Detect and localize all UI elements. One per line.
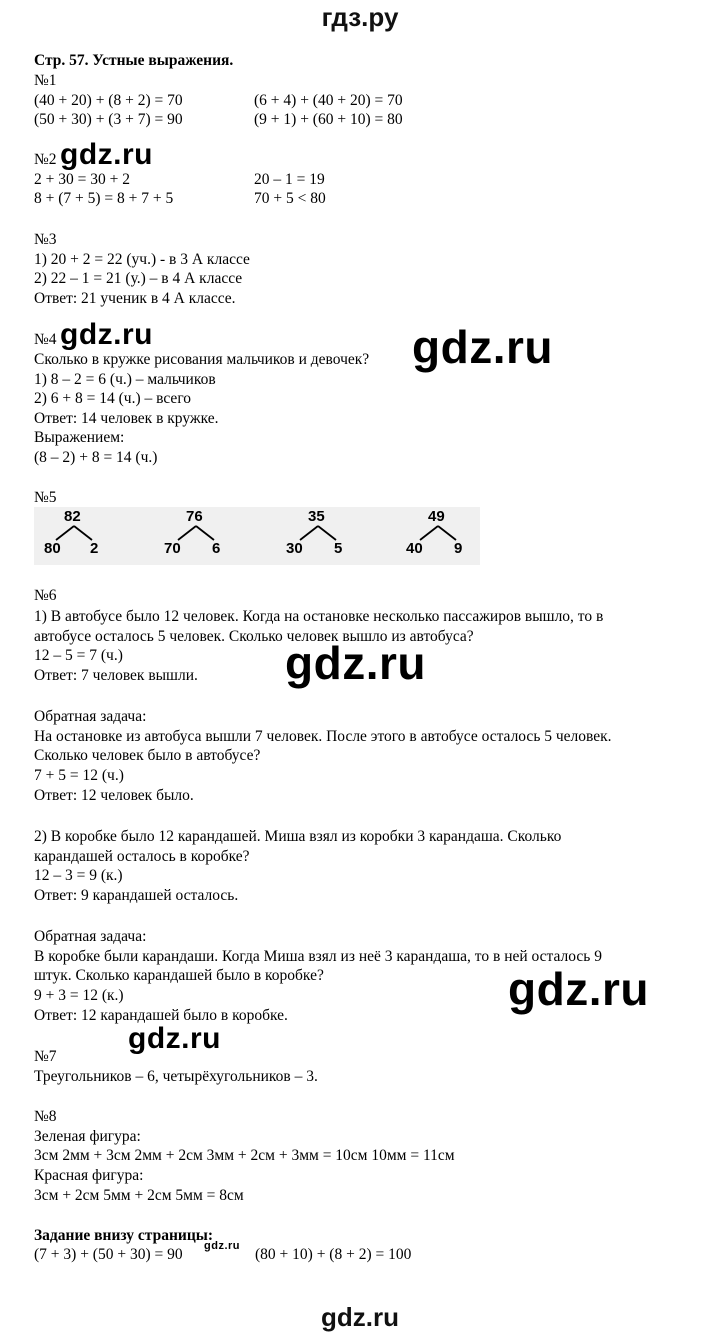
task6-inverse2-line-1: В коробке были карандаши. Когда Миша взял из неё 3 карандаша, то в ней осталось 9 <box>34 948 602 965</box>
task3-label: №3 <box>34 231 57 248</box>
task6-inverse2-solution: 9 + 3 = 12 (к.) <box>34 987 124 1004</box>
watermark: gdz.ru <box>60 318 153 351</box>
task3-answer: Ответ: 21 ученик в 4 А классе. <box>34 290 236 307</box>
task4-line-2: 2) 6 + 8 = 14 (ч.) – всего <box>34 390 192 407</box>
watermark: gdz.ru <box>128 1022 221 1055</box>
tree-right-number: 6 <box>212 540 221 557</box>
task3-line-1: 1) 20 + 2 = 22 (уч.) - в 3 А классе <box>34 251 250 268</box>
task6-problem1-line-1: 1) В автобусе было 12 человек. Когда на остановке несколько пассажиров вышло, то в <box>34 608 604 625</box>
tree-top-number: 76 <box>186 508 203 525</box>
tree-left-number: 80 <box>44 540 61 557</box>
tree-left-number: 70 <box>164 540 181 557</box>
site-footer[interactable]: gdz.ru <box>321 1302 399 1332</box>
task6-problem2-answer: Ответ: 9 карандашей осталось. <box>34 887 239 904</box>
task6-inverse1-line-1: На остановке из автобуса вышли 7 человек. После этого в автобусе осталось 5 человек. <box>34 728 612 745</box>
task8-red-title: Красная фигура: <box>34 1167 144 1184</box>
task6-problem2-solution: 12 – 3 = 9 (к.) <box>34 867 123 884</box>
task8-label: №8 <box>34 1108 57 1125</box>
task2-right-2: 70 + 5 < 80 <box>254 190 326 207</box>
task3-line-2: 2) 22 – 1 = 21 (у.) – в 4 А классе <box>34 270 243 287</box>
task4-label: №4 <box>34 331 57 348</box>
watermark: gdz.ru <box>285 637 426 689</box>
task8-green-solution: 3см 2мм + 3см 2мм + 2см 3мм + 2см + 3мм = 10см 10мм = 11см <box>34 1147 455 1164</box>
tree-top-number: 49 <box>428 508 445 525</box>
task4-expression: (8 – 2) + 8 = 14 (ч.) <box>34 449 158 466</box>
task8-red-solution: 3см + 2см 5мм + 2см 5мм = 8см <box>34 1187 244 1204</box>
task2-left-1: 2 + 30 = 30 + 2 <box>34 171 130 188</box>
tree-top-number: 35 <box>308 508 325 525</box>
watermark-small: gdz.ru <box>204 1240 240 1252</box>
task4-question: Сколько в кружке рисования мальчиков и девочек? <box>34 351 370 368</box>
task6-problem1-answer: Ответ: 7 человек вышли. <box>34 667 198 684</box>
watermark: gdz.ru <box>412 321 553 373</box>
page-title: Стр. 57. Устные выражения. <box>34 52 234 69</box>
task1-left-1: (40 + 20) + (8 + 2) = 70 <box>34 92 183 109</box>
task6-inverse2-answer: Ответ: 12 карандашей было в коробке. <box>34 1007 288 1024</box>
task7-label: №7 <box>34 1048 57 1065</box>
task6-inverse1-title: Обратная задача: <box>34 708 147 725</box>
tree-right-number: 2 <box>90 540 99 557</box>
task1-right-1: (6 + 4) + (40 + 20) = 70 <box>254 92 403 109</box>
task6-label: №6 <box>34 587 57 604</box>
task6-inverse1-line-2: Сколько человек было в автобусе? <box>34 747 261 764</box>
task6-inverse2-title: Обратная задача: <box>34 928 147 945</box>
task1-right-2: (9 + 1) + (60 + 10) = 80 <box>254 111 403 128</box>
tree-top-number: 82 <box>64 508 81 525</box>
task1-label: №1 <box>34 72 57 89</box>
task4-line-1: 1) 8 – 2 = 6 (ч.) – мальчиков <box>34 371 216 388</box>
task6-problem1-line-2: автобусе осталось 5 человек. Сколько человек вышло из автобуса? <box>34 628 474 645</box>
task2-left-2: 8 + (7 + 5) = 8 + 7 + 5 <box>34 190 174 207</box>
task2-label: №2 <box>34 151 57 168</box>
task6-inverse2-line-2: штук. Сколько карандашей было в коробке? <box>34 967 324 984</box>
task6-problem1-solution: 12 – 5 = 7 (ч.) <box>34 647 123 664</box>
task2-right-1: 20 – 1 = 19 <box>254 171 325 188</box>
number-trees-strip <box>34 507 480 565</box>
task4-answer: Ответ: 14 человек в кружке. <box>34 410 219 427</box>
tree-left-number: 40 <box>406 540 423 557</box>
task1-left-2: (50 + 30) + (3 + 7) = 90 <box>34 111 183 128</box>
tree-right-number: 5 <box>334 540 343 557</box>
watermark: gdz.ru <box>60 138 153 171</box>
task5-label: №5 <box>34 489 57 506</box>
task4-expression-label: Выражением: <box>34 429 125 446</box>
task6-problem2-line-1: 2) В коробке было 12 карандашей. Миша взял из коробки 3 карандаша. Сколько <box>34 828 562 845</box>
bottom-task-title: Задание внизу страницы: <box>34 1227 214 1244</box>
task6-problem2-line-2: карандашей осталось в коробке? <box>34 848 250 865</box>
watermark: gdz.ru <box>508 963 649 1015</box>
tree-right-number: 9 <box>454 540 463 557</box>
site-header[interactable]: гдз.ру <box>321 2 399 32</box>
task6-inverse1-solution: 7 + 5 = 12 (ч.) <box>34 767 124 784</box>
task8-green-title: Зеленая фигура: <box>34 1128 141 1145</box>
bottom-task-left: (7 + 3) + (50 + 30) = 90 <box>34 1246 183 1263</box>
task7-answer: Треугольников – 6, четырёхугольников – 3. <box>34 1068 318 1085</box>
tree-left-number: 30 <box>286 540 303 557</box>
tree-branches <box>34 507 480 565</box>
task6-inverse1-answer: Ответ: 12 человек было. <box>34 787 194 804</box>
bottom-task-right: (80 + 10) + (8 + 2) = 100 <box>255 1246 412 1263</box>
